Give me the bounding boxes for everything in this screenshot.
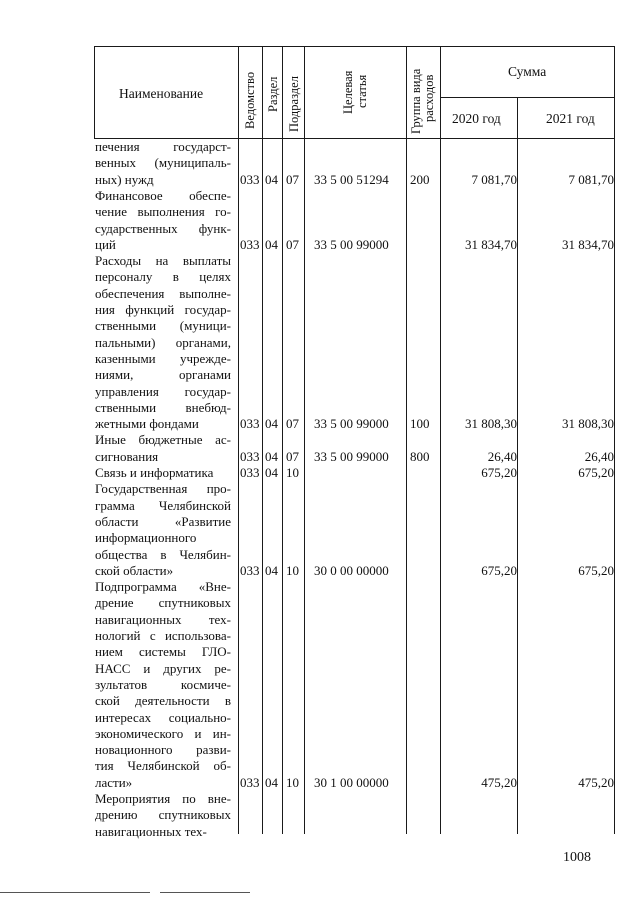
header-celevaya-1: Целевая [341,70,355,114]
header-gruppa-1: Группа вида [409,68,423,134]
header-gruppa-2: расходов [422,74,436,122]
row-name-line: чение выполнения го- [95,204,231,220]
cell-sum-2020: 675,20 [481,465,517,480]
cell-sum-2020: 7 081,70 [471,171,517,187]
row-name-line: Подпрограмма «Вне- [95,579,231,595]
cell-razdel: 04 [265,416,278,432]
row-name-line: ниями, органами [95,367,231,383]
header-sum-divider [440,97,615,98]
cell-sum-2020: 31 834,70 [465,236,517,252]
cell-podrazdel: 07 [286,236,299,252]
row-name-line: новационного разви- [95,742,231,758]
col-line-years [517,97,518,834]
page-number: 1008 [563,850,591,865]
cell-sum-2021: 7 081,70 [568,171,614,187]
header-name: Наименование [119,86,204,101]
row-name-line: Иные бюджетные ас- [95,432,231,448]
cell-gruppa: 200 [410,171,430,187]
cell-vedomstvo: 033 [240,774,260,790]
cell-sum-2021: 31 808,30 [562,416,614,432]
cell-celevaya: 30 0 00 00000 [314,562,389,578]
table-top-border [94,46,615,47]
footer-rule-right [160,892,250,893]
cell-gruppa: 800 [410,448,430,464]
row-name-line: тия Челябинской об- [95,758,231,774]
cell-sum-2021: 31 834,70 [562,236,614,252]
header-vedomstvo: Ведомство [243,71,257,129]
cell-sum-2020: 26,40 [487,448,517,464]
header-razdel: Раздел [266,76,280,112]
col-line-ved [238,46,239,834]
col-line-celevaya [304,46,305,834]
cell-sum-2021: 26,40 [584,448,614,464]
row-name-line: ственными (муници- [95,318,231,334]
row-name-line: ственными внебюд- [95,399,231,415]
cell-celevaya: 30 1 00 00000 [314,774,389,790]
footer-rule-left [0,892,150,893]
cell-razdel: 04 [265,448,278,464]
header-year-2021: 2021 год [546,111,595,126]
col-line-summa [440,46,441,834]
row-name-line: экономического и ин- [95,725,231,741]
row-name-line: НАСС и других ре- [95,660,231,676]
cell-podrazdel: 10 [286,562,299,578]
cell-razdel: 04 [265,774,278,790]
row-name-line: навигационных тех- [95,823,207,839]
row-name-line: общества в Челябин- [95,546,231,562]
row-name-line: ных) нужд [95,171,154,187]
row-name-line: дрение спутниковых [95,595,231,611]
row-name-line: Финансовое обеспе- [95,187,231,203]
cell-sum-2020: 475,20 [481,774,517,790]
row-name-line: сударственных функ- [95,220,231,236]
cell-vedomstvo: 033 [240,236,260,252]
row-name-line: персоналу в целях [95,269,231,285]
row-name-line: казенными учрежде- [95,350,231,366]
cell-sum-2021: 675,20 [578,465,614,480]
row-name-line: венных (муниципаль- [95,155,231,171]
row-name-line: печения государст- [95,139,231,154]
col-line-left [94,46,95,139]
row-name-line: Связь и информатика [95,465,214,480]
cell-sum-2020: 31 808,30 [465,416,517,432]
cell-celevaya: 33 5 00 99000 [314,236,389,252]
cell-vedomstvo: 033 [240,448,260,464]
row-name-line: грамма Челябинской [95,497,231,513]
row-name-line: информационного [95,530,197,546]
cell-razdel: 04 [265,465,278,480]
col-line-right [614,46,615,834]
row-name-line: управления государ- [95,383,231,399]
cell-sum-2021: 475,20 [578,774,614,790]
cell-celevaya: 33 5 00 51294 [314,171,389,187]
header-celevaya-2: статья [355,74,369,108]
cell-razdel: 04 [265,562,278,578]
cell-vedomstvo: 033 [240,171,260,187]
row-name-line: нием системы ГЛО- [95,644,231,660]
cell-sum-2021: 675,20 [578,562,614,578]
cell-razdel: 04 [265,236,278,252]
cell-podrazdel: 10 [286,774,299,790]
cell-vedomstvo: 033 [240,416,260,432]
cell-razdel: 04 [265,171,278,187]
cell-celevaya: 33 5 00 99000 [314,448,389,464]
row-name-line: пальными) органами, [95,334,231,350]
row-name-line: области «Развитие [95,513,231,529]
cell-gruppa: 100 [410,416,430,432]
col-line-podrazdel [282,46,283,834]
row-name-line: ской области» [95,562,174,578]
cell-podrazdel: 07 [286,171,299,187]
row-name-line: ния функций государ- [95,302,231,317]
cell-celevaya: 33 5 00 99000 [314,416,389,432]
row-name-line: Мероприятия по вне- [95,791,231,806]
row-name-line: жетными фондами [95,416,199,432]
cell-podrazdel: 07 [286,448,299,464]
header-summa: Сумма [508,64,547,79]
col-line-razdel [262,46,263,834]
cell-podrazdel: 10 [286,465,299,480]
row-name-line: сигнования [95,448,159,464]
row-name-line: обеспечения выполне- [95,285,231,301]
row-name-line: ласти» [95,774,133,790]
row-name-line: ций [95,236,116,252]
header-year-2020: 2020 год [452,111,501,126]
cell-vedomstvo: 033 [240,465,260,480]
row-name-line: ской деятельности в [95,693,231,709]
row-name-line: Государственная про- [95,481,231,497]
row-name-line: нологий с использова- [95,628,231,643]
row-name-line: дрению спутниковых [95,807,231,823]
row-name-line: зультатов космиче- [95,676,231,692]
row-name-line: навигационных тех- [95,611,231,627]
row-name-line: Расходы на выплаты [95,253,231,269]
header-podrazdel: Подраздел [287,76,301,132]
cell-podrazdel: 07 [286,416,299,432]
cell-sum-2020: 675,20 [481,562,517,578]
cell-vedomstvo: 033 [240,562,260,578]
row-name-line: интересах социально- [95,709,231,725]
col-line-gruppa [406,46,407,834]
